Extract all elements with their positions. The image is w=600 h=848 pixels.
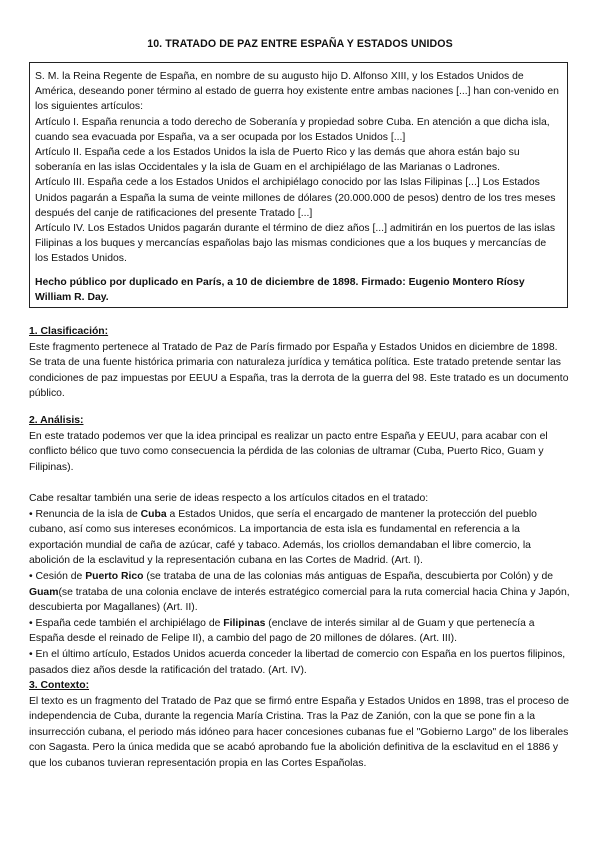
quote-article-3: Artículo III. España cede a los Estados Unidos el archipiélago conocido por las Islas Filipinas [...] Los Estados Unidos pagarán a España la suma de veinte millones de dólares (20.000.000 de pesos) dentro de los tres meses después del canje de ratificaciones del presente Tratado [...] bbox=[35, 177, 556, 219]
source-quote-box bbox=[29, 62, 568, 308]
quote-article-1: Artículo I. España renuncia a todo derecho de Soberanía y propiedad sobre Cuba. En atención a que dicha isla, cuando sea evacuada por España, va a ser ocupada por los Estados Unidos [...] bbox=[35, 116, 550, 143]
quote-signature: Hecho público por duplicado en París, a 10 de diciembre de 1898. Firmado: Eugenio Montero Ríosy William R. Day. bbox=[35, 276, 525, 304]
analisis-bullet-puerto-rico-guam: • Cesión de Puerto Rico (se trataba de una de las colonias más antiguas de España, descubierta por Colón) y de Guam(se trataba de una colonia enclave de interés estratégico comercial para la ruta comercial hacia China y Japón, descubierta por Magallanes) (Art. II). bbox=[29, 570, 570, 614]
analisis-bullet-filipinas: • España cede también el archipiélago de Filipinas (enclave de interés similar al de Guam y que pertenecía a España desde el reinado de Felipe II), a cambio del pago de 20 millones de dólares. (Art. III). bbox=[29, 617, 535, 645]
analisis-lead: Cabe resaltar también una serie de ideas respecto a los artículos citados en el tratado: bbox=[29, 492, 429, 504]
section-heading-analisis: 2. Análisis: bbox=[29, 415, 84, 426]
quote-preamble: S. M. la Reina Regente de España, en nombre de su augusto hijo D. Alfonso XIII, y los Estados Unidos de América, deseando poner término al estado de guerra hoy existente entre ambas naciones [...] han con-venido en los siguientes artículos: bbox=[35, 71, 559, 113]
document-title: 10. TRATADO DE PAZ ENTRE ESPAÑA Y ESTADOS UNIDOS bbox=[147, 38, 453, 50]
quote-article-2: Artículo II. España cede a los Estados Unidos la isla de Puerto Rico y las demás que ahora están bajo su soberanía en las islas Occidentales y la isla de Guam en el archipiélago de las Marianas o Ladrones. bbox=[35, 147, 520, 174]
analisis-bullet-cuba: • Renuncia de la isla de Cuba a Estados Unidos, que sería el encargado de mantener la protección del pueblo cubano, así como sus intereses económicos. La importancia de esta isla es fundamental en referencia a la exportación mundial de caña de azúcar, café y tabaco. Además, los criollos demandaban el libre comercio, la abolición de la esclavitud y la representación cubana en las Cortes de Madrid. (Art. I). bbox=[29, 508, 537, 567]
quote-article-4: Artículo IV. Los Estados Unidos pagarán durante el término de diez años [...] admitirán en los puertos de las islas Filipinas a los buques y mercancías españolas bajo las mismas condiciones que a los buques y mercancías de los Estados Unidos. bbox=[35, 223, 556, 265]
section-text-clasificacion: Este fragmento pertenece al Tratado de Paz de París firmado por España y Estados Unidos en diciembre de 1898. Se trata de una fuente histórica primaria con naturaleza jurídica y temática política. Este tratado pretende sentar las condiciones de paz impuestas por EEUU a España, tras la derrota de la guerra del 98. Este tratado es un documento público. bbox=[29, 341, 569, 400]
section-heading-contexto: 3. Contexto: bbox=[29, 680, 90, 691]
analisis-bullet-comercio: • En el último artículo, Estados Unidos acuerda conceder la libertad de comercio con España en los puertos filipinos, pasados diez años desde la ratificación del tratado. (Art. IV). bbox=[29, 648, 566, 676]
section-text-contexto: El texto es un fragmento del Tratado de Paz que se firmó entre España y Estados Unidos en 1898, tras el proceso de independencia de Cuba, durante la regencia María Cristina. Tras la Paz de Zanión, con la que se pone fin a la insurrección cubana, el periodo más idóneo para hacer concesiones cubanas fue el "Gobierno Largo" de los liberales con Sagasta. Pero la única medida que se acabó aprobando fue la abolición definitiva de la esclavitud en el 1886 y que los cubanos tuvieran representación propia en las Cortes Españolas. bbox=[29, 695, 570, 769]
section-analisis bbox=[29, 413, 571, 678]
section-contexto bbox=[29, 678, 571, 772]
section-clasificacion bbox=[29, 324, 571, 402]
section-heading-clasificacion: 1. Clasificación: bbox=[29, 326, 109, 337]
analisis-intro: En este tratado podemos ver que la idea principal es realizar un pacto entre España y EEUU, para acabar con el conflicto bélico que tuvo como consecuencia la pérdida de las colonias de ultramar (Cuba, Puerto Rico, Guam y Filipinas). bbox=[29, 430, 548, 473]
